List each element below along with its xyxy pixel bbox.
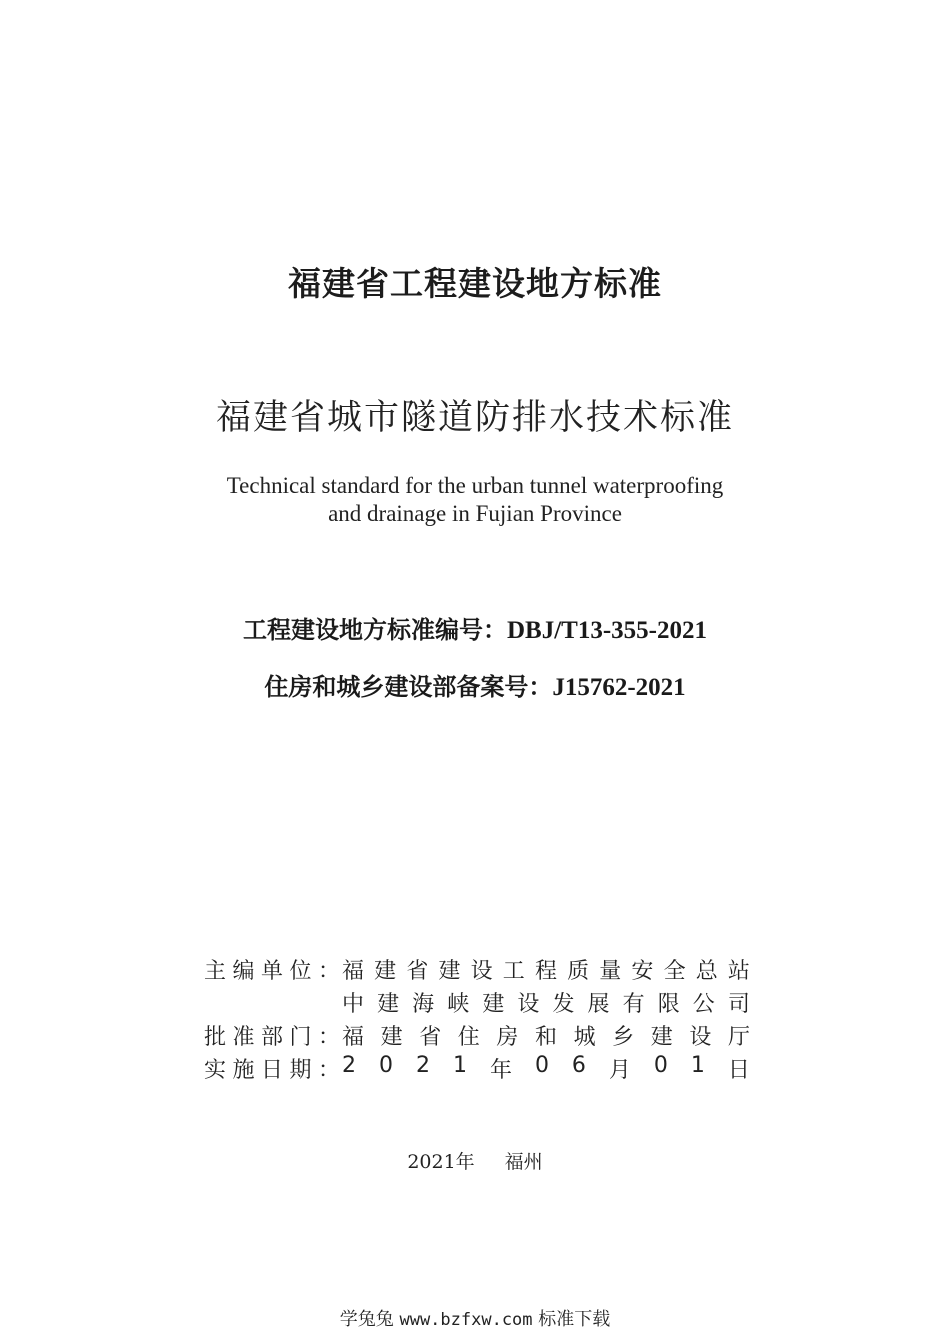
editor-label xyxy=(204,954,340,985)
record-number-value: J15762-2021 xyxy=(552,674,686,701)
site-watermark xyxy=(0,1305,950,1331)
value-char: 0 xyxy=(378,1053,393,1078)
value-char: 城 xyxy=(573,1025,596,1050)
value-char: 设 xyxy=(689,1025,712,1050)
value-char: 量 xyxy=(599,959,622,984)
approver-row xyxy=(204,1019,750,1052)
value-char: 2 xyxy=(342,1053,356,1078)
editor-value-line-1 xyxy=(340,954,750,985)
value-char: 设 xyxy=(470,959,493,984)
label-char: ： xyxy=(317,959,340,984)
label-char: 期 xyxy=(289,1058,312,1083)
label-char: 部 xyxy=(260,1025,283,1050)
editor-value-line-2 xyxy=(340,987,750,1018)
value-char: 全 xyxy=(663,959,686,984)
value-char: 省 xyxy=(406,959,429,984)
value-char: 司 xyxy=(727,992,750,1017)
value-char: 福 xyxy=(342,959,365,984)
label-char: 门 xyxy=(289,1025,312,1050)
value-char: 设 xyxy=(517,992,540,1017)
value-char: 展 xyxy=(587,992,610,1017)
value-char: 建 xyxy=(438,959,461,984)
value-char: 1 xyxy=(690,1053,705,1078)
value-char: 省 xyxy=(419,1025,442,1050)
publication-city: 福州 xyxy=(504,1151,543,1173)
value-char: 有 xyxy=(622,992,645,1017)
value-char: 房 xyxy=(496,1025,519,1050)
value-char: 0 xyxy=(534,1053,549,1078)
approver-label xyxy=(204,1020,340,1051)
label-char: 单 xyxy=(260,959,283,984)
label-char: 准 xyxy=(232,1025,255,1050)
document-title-english xyxy=(0,472,950,528)
value-char: 6 xyxy=(571,1053,586,1078)
editor-row xyxy=(204,953,750,986)
watermark-tagline: 标准下载 xyxy=(538,1309,611,1330)
value-char: 中 xyxy=(342,992,365,1017)
label-char: 日 xyxy=(260,1058,283,1083)
publication-footer xyxy=(0,1147,950,1174)
label-char: 实 xyxy=(204,1058,227,1083)
effective-date-row xyxy=(204,1052,750,1085)
value-char: 总 xyxy=(695,959,718,984)
value-char: 乡 xyxy=(612,1025,635,1050)
value-char: 1 xyxy=(452,1053,467,1078)
watermark-url[interactable]: www.bzfxw.com xyxy=(399,1310,533,1330)
editor-row-2 xyxy=(204,986,750,1019)
value-char: 发 xyxy=(552,992,575,1017)
value-char: 2 xyxy=(415,1053,430,1078)
label-char: 批 xyxy=(204,1025,227,1050)
approver-value xyxy=(340,1020,750,1051)
document-title-chinese: 福建省城市隧道防排水技术标准 xyxy=(215,398,734,438)
value-char: 福 xyxy=(342,1025,365,1050)
value-char: 厅 xyxy=(727,1025,750,1050)
record-number-line xyxy=(0,667,950,702)
value-char: 建 xyxy=(380,1025,403,1050)
standard-code-value: DBJ/T13-355-2021 xyxy=(507,617,707,644)
value-char: 峡 xyxy=(447,992,470,1017)
effective-date-value xyxy=(340,1053,750,1084)
value-char: 建 xyxy=(374,959,397,984)
value-char: 程 xyxy=(534,959,557,984)
record-number-label: 住房和城乡建设部备案号： xyxy=(264,673,553,701)
standard-code-label: 工程建设地方标准编号： xyxy=(243,616,507,644)
value-char: 建 xyxy=(377,992,400,1017)
value-char: 月 xyxy=(608,1058,631,1083)
title-en-line-2: and drainage in Fujian Province xyxy=(328,501,622,526)
standard-code-line xyxy=(0,610,950,645)
series-title: 福建省工程建设地方标准 xyxy=(288,264,662,303)
value-char: 限 xyxy=(657,992,680,1017)
value-char: 海 xyxy=(412,992,435,1017)
label-char: ： xyxy=(317,1025,340,1050)
value-char: 0 xyxy=(653,1053,668,1078)
label-char: 位 xyxy=(289,959,312,984)
title-en-line-1: Technical standard for the urban tunnel waterproofing xyxy=(226,473,724,498)
value-char: 工 xyxy=(502,959,525,984)
value-char: 住 xyxy=(457,1025,480,1050)
label-char: 主 xyxy=(204,959,227,984)
label-char: ： xyxy=(317,1058,340,1083)
value-char: 建 xyxy=(482,992,505,1017)
value-char: 和 xyxy=(534,1025,557,1050)
value-char: 日 xyxy=(727,1058,750,1083)
publication-info-block xyxy=(204,953,750,1085)
value-char: 公 xyxy=(692,992,715,1017)
publication-year: 2021年 xyxy=(407,1151,475,1173)
value-char: 站 xyxy=(727,959,750,984)
label-char: 编 xyxy=(232,959,255,984)
value-char: 安 xyxy=(631,959,654,984)
value-char: 年 xyxy=(489,1058,512,1083)
effective-date-label xyxy=(204,1053,340,1084)
value-char: 质 xyxy=(567,959,590,984)
watermark-site-name: 学兔兔 xyxy=(339,1309,394,1330)
label-char: 施 xyxy=(232,1058,255,1083)
value-char: 建 xyxy=(650,1025,673,1050)
